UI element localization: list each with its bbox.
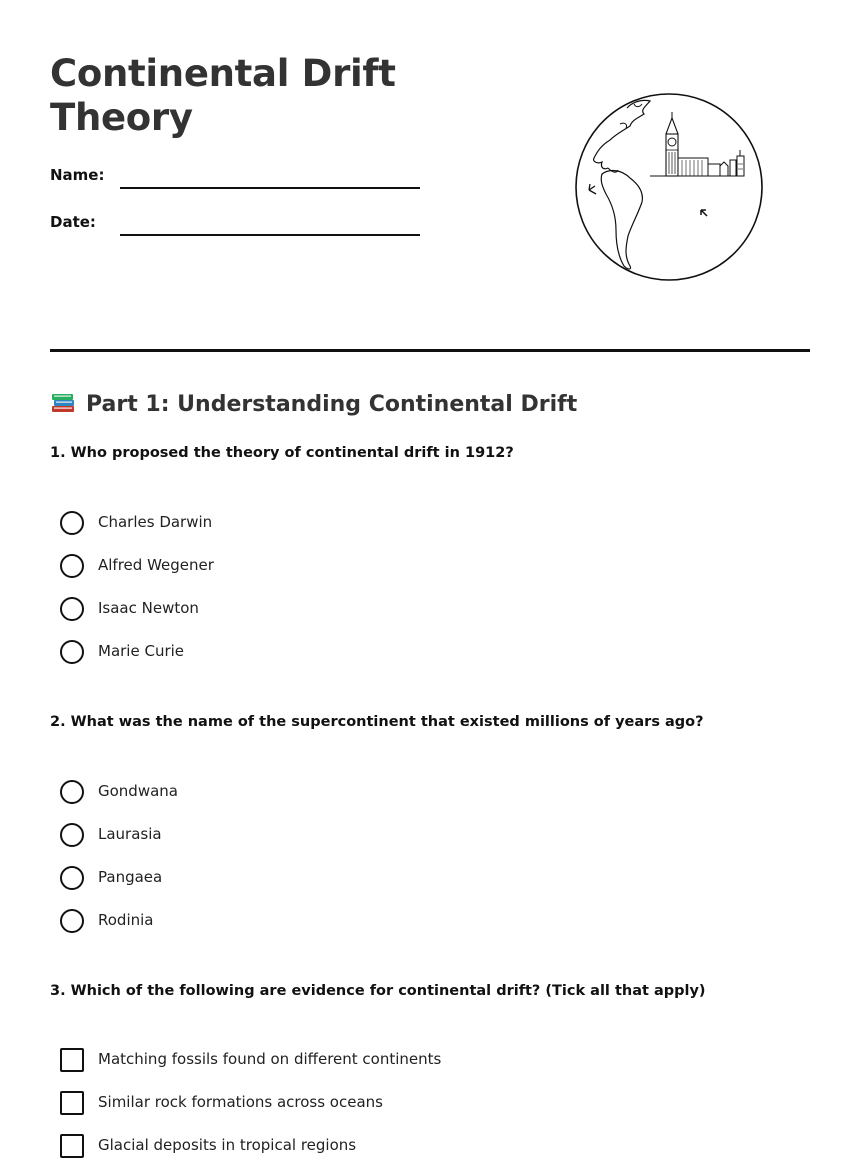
globe-with-big-ben-icon (572, 90, 766, 284)
radio-button[interactable] (60, 554, 84, 578)
date-input-line[interactable] (120, 234, 420, 236)
option-label: Alfred Wegener (98, 556, 214, 574)
checkbox[interactable] (60, 1134, 84, 1158)
radio-button[interactable] (60, 597, 84, 621)
option-label: Charles Darwin (98, 513, 213, 531)
option-label: Pangaea (98, 868, 163, 886)
option-label: Matching fossils found on different continents (98, 1050, 442, 1068)
radio-button[interactable] (60, 780, 84, 804)
option-label: Gondwana (98, 782, 178, 800)
option-label: Marie Curie (98, 642, 185, 660)
option-label: Rodinia (98, 911, 154, 929)
option-label: Similar rock formations across oceans (98, 1093, 383, 1111)
question-2-text: 2. What was the name of the supercontinent that existed millions of years ago? (50, 714, 704, 730)
date-label: Date: (50, 213, 96, 231)
option-label: Isaac Newton (98, 599, 199, 617)
name-label: Name: (50, 166, 105, 184)
part-1-heading (50, 389, 577, 417)
checkbox[interactable] (60, 1048, 84, 1072)
page-title (50, 52, 396, 140)
radio-button[interactable] (60, 511, 84, 535)
section-divider (50, 349, 810, 352)
radio-button[interactable] (60, 909, 84, 933)
page-title-line-1: Continental Drift (50, 52, 396, 95)
radio-button[interactable] (60, 640, 84, 664)
question-3-text: 3. Which of the following are evidence for continental drift? (Tick all that apply) (50, 983, 706, 999)
question-1-text: 1. Who proposed the theory of continental drift in 1912? (50, 445, 514, 461)
option-label: Glacial deposits in tropical regions (98, 1136, 357, 1154)
radio-button[interactable] (60, 866, 84, 890)
checkbox[interactable] (60, 1091, 84, 1115)
name-input-line[interactable] (120, 187, 420, 189)
books-icon (50, 389, 76, 415)
page-title-line-2: Theory (50, 96, 193, 139)
option-label: Laurasia (98, 825, 162, 843)
part-1-heading-text: Part 1: Understanding Continental Drift (86, 392, 578, 417)
radio-button[interactable] (60, 823, 84, 847)
